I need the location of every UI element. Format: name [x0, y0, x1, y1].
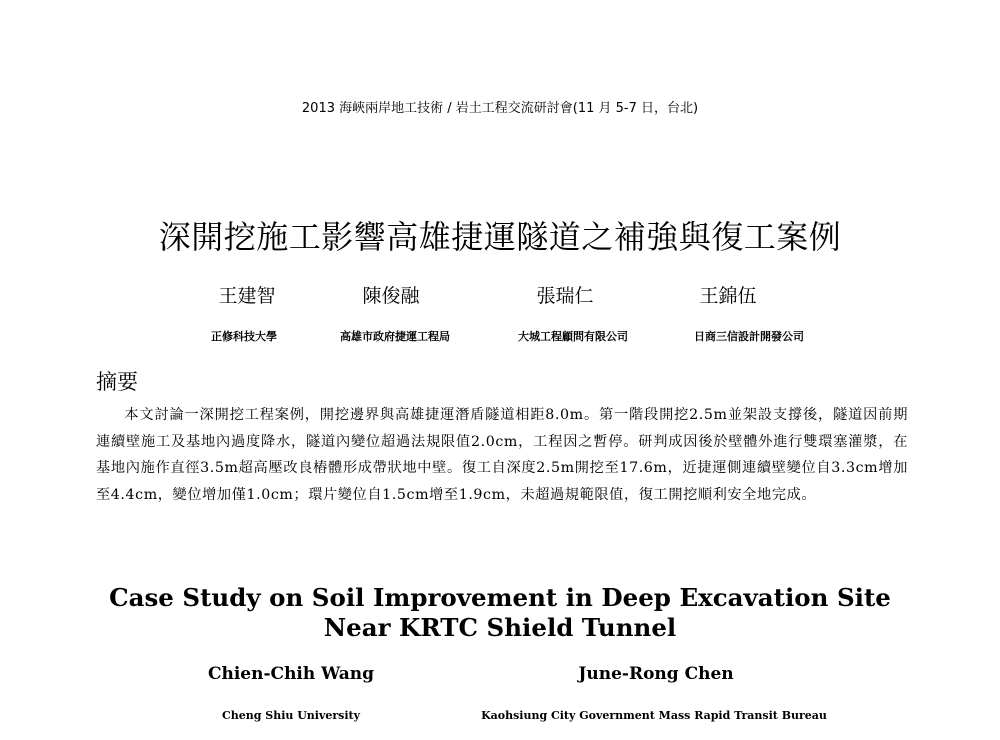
- affiliation-zh-3: 大城工程顧問有限公司: [518, 330, 628, 343]
- author-zh-3: 張瑞仁: [536, 285, 594, 307]
- author-en-2: June-Rong Chen: [578, 664, 734, 684]
- author-zh-2: 陳俊融: [362, 285, 420, 307]
- conference-header: 2013 海峽兩岸地工技術 / 岩土工程交流研討會(11 月 5-7 日，台北): [301, 101, 699, 116]
- english-title: [0, 583, 1000, 643]
- english-title-line-1: Case Study on Soil Improvement in Deep Excavation Site: [109, 583, 891, 612]
- affiliation-zh-2: 高雄市政府捷運工程局: [340, 330, 450, 343]
- english-title-line-2: Near KRTC Shield Tunnel: [323, 613, 677, 642]
- affiliation-zh-1: 正修科技大學: [211, 330, 277, 343]
- author-en-1: Chien-Chih Wang: [207, 664, 375, 684]
- author-zh-1: 王建智: [218, 285, 276, 307]
- affiliation-en-1: Cheng Shiu University: [221, 709, 361, 722]
- affiliation-en-2: Kaohsiung City Government Mass Rapid Transit Bureau: [481, 709, 827, 722]
- abstract-heading: 摘要: [96, 370, 138, 394]
- abstract-body: 本文討論一深開挖工程案例，開挖邊界與高雄捷運潛盾隧道相距8.0m。第一階段開挖2.5m並架設支撐後，隧道因前期連續壁施工及基地內過度降水，隧道內變位超過法規限值2.0cm，工程因之暫停。研判成因後於壁體外進行雙環塞灌漿，在基地內施作直徑3.5m超高壓改良樁體形成帶狀地中壁。復工自深度2.5m開挖至17.6m，近捷運側連續壁變位自3.3cm增加至4.4cm，變位增加僅1.0cm；環片變位自1.5cm增至1.9cm，未超過規範限值，復工開挖順利安全地完成。: [96, 407, 908, 503]
- chinese-title: 深開挖施工影響高雄捷運隧道之補強與復工案例: [158, 218, 842, 256]
- author-zh-4: 王錦伍: [699, 285, 757, 307]
- affiliation-zh-4: 日商三信設計開發公司: [694, 330, 804, 343]
